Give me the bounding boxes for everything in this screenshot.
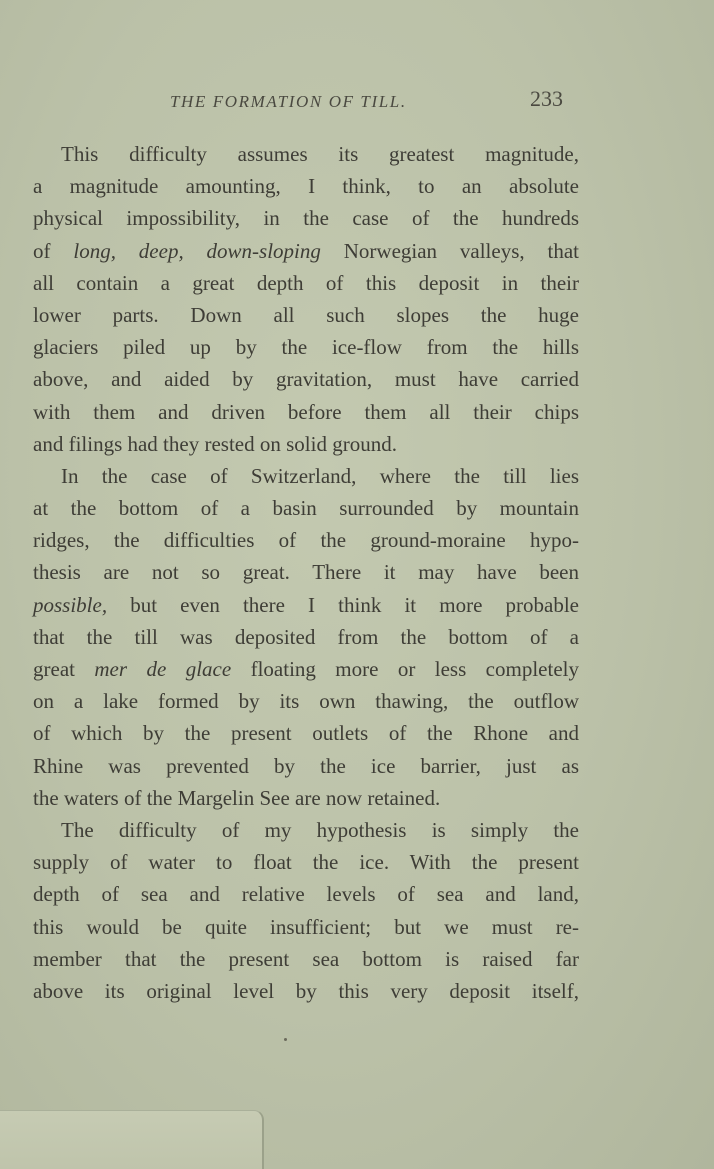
paper-stain (0, 1110, 264, 1169)
text-line: above, and aided by gravitation, must have carried (33, 367, 579, 392)
text-line (33, 235, 579, 267)
text-line: Rhine was prevented by the ice barrier, just as (33, 753, 579, 778)
text-line: member that the present sea bottom is raised far (33, 946, 579, 971)
text-line: In the case of Switzerland, where the till lies (61, 463, 579, 488)
text-segment: Norwegian valleys, that (320, 238, 579, 263)
italic-phrase: mer de glace (94, 657, 232, 681)
text-line: This difficulty assumes its greatest magnitude, (61, 142, 579, 166)
text-line: supply of water to float the ice. With the present (33, 850, 579, 875)
text-line: a magnitude amounting, I think, to an absolute (33, 174, 579, 199)
text-line: that the till was deposited from the bottom of a (33, 624, 579, 649)
text-segment: but even there I think it more probable (107, 592, 579, 617)
running-head (0, 86, 714, 126)
italic-phrase: possible, (33, 592, 108, 617)
page-number: 233 (530, 86, 563, 111)
text-line (33, 653, 579, 685)
text-line: physical impossibility, in the case of the hundreds (33, 206, 579, 231)
text-segment: of (33, 238, 74, 263)
text-line: above its original level by this very deposit itself, (33, 978, 579, 1003)
text-line: all contain a great depth of this deposit in their (33, 270, 579, 295)
text-line: this would be quite insufficient; but we must re- (33, 914, 579, 939)
text-line: lower parts. Down all such slopes the huge (33, 302, 579, 327)
running-title: THE FORMATION OF TILL. (170, 92, 407, 111)
text-line: the waters of the Margelin See are now retained. (33, 785, 441, 810)
ink-speck (284, 1038, 287, 1041)
text-line: on a lake formed by its own thawing, the outflow (33, 689, 579, 714)
text-line: ridges, the difficulties of the ground-moraine hypo- (33, 528, 579, 553)
text-line: glaciers piled up by the ice-flow from the hills (33, 335, 579, 360)
text-line: The difficulty of my hypothesis is simply the (61, 817, 579, 842)
italic-phrase: long, deep, down-sloping (73, 238, 321, 263)
text-line (33, 589, 579, 621)
text-segment: great (33, 657, 95, 681)
text-segment: floating more or less completely (231, 657, 579, 681)
text-line: at the bottom of a basin surrounded by mountain (33, 496, 579, 521)
text-line: and filings had they rested on solid ground. (33, 431, 397, 456)
text-line: of which by the present outlets of the Rhone and (33, 721, 579, 746)
text-line: with them and driven before them all their chips (33, 399, 579, 424)
text-line: thesis are not so great. There it may have been (33, 560, 579, 585)
text-line: depth of sea and relative levels of sea and land, (33, 882, 579, 907)
body-text (33, 138, 579, 1007)
